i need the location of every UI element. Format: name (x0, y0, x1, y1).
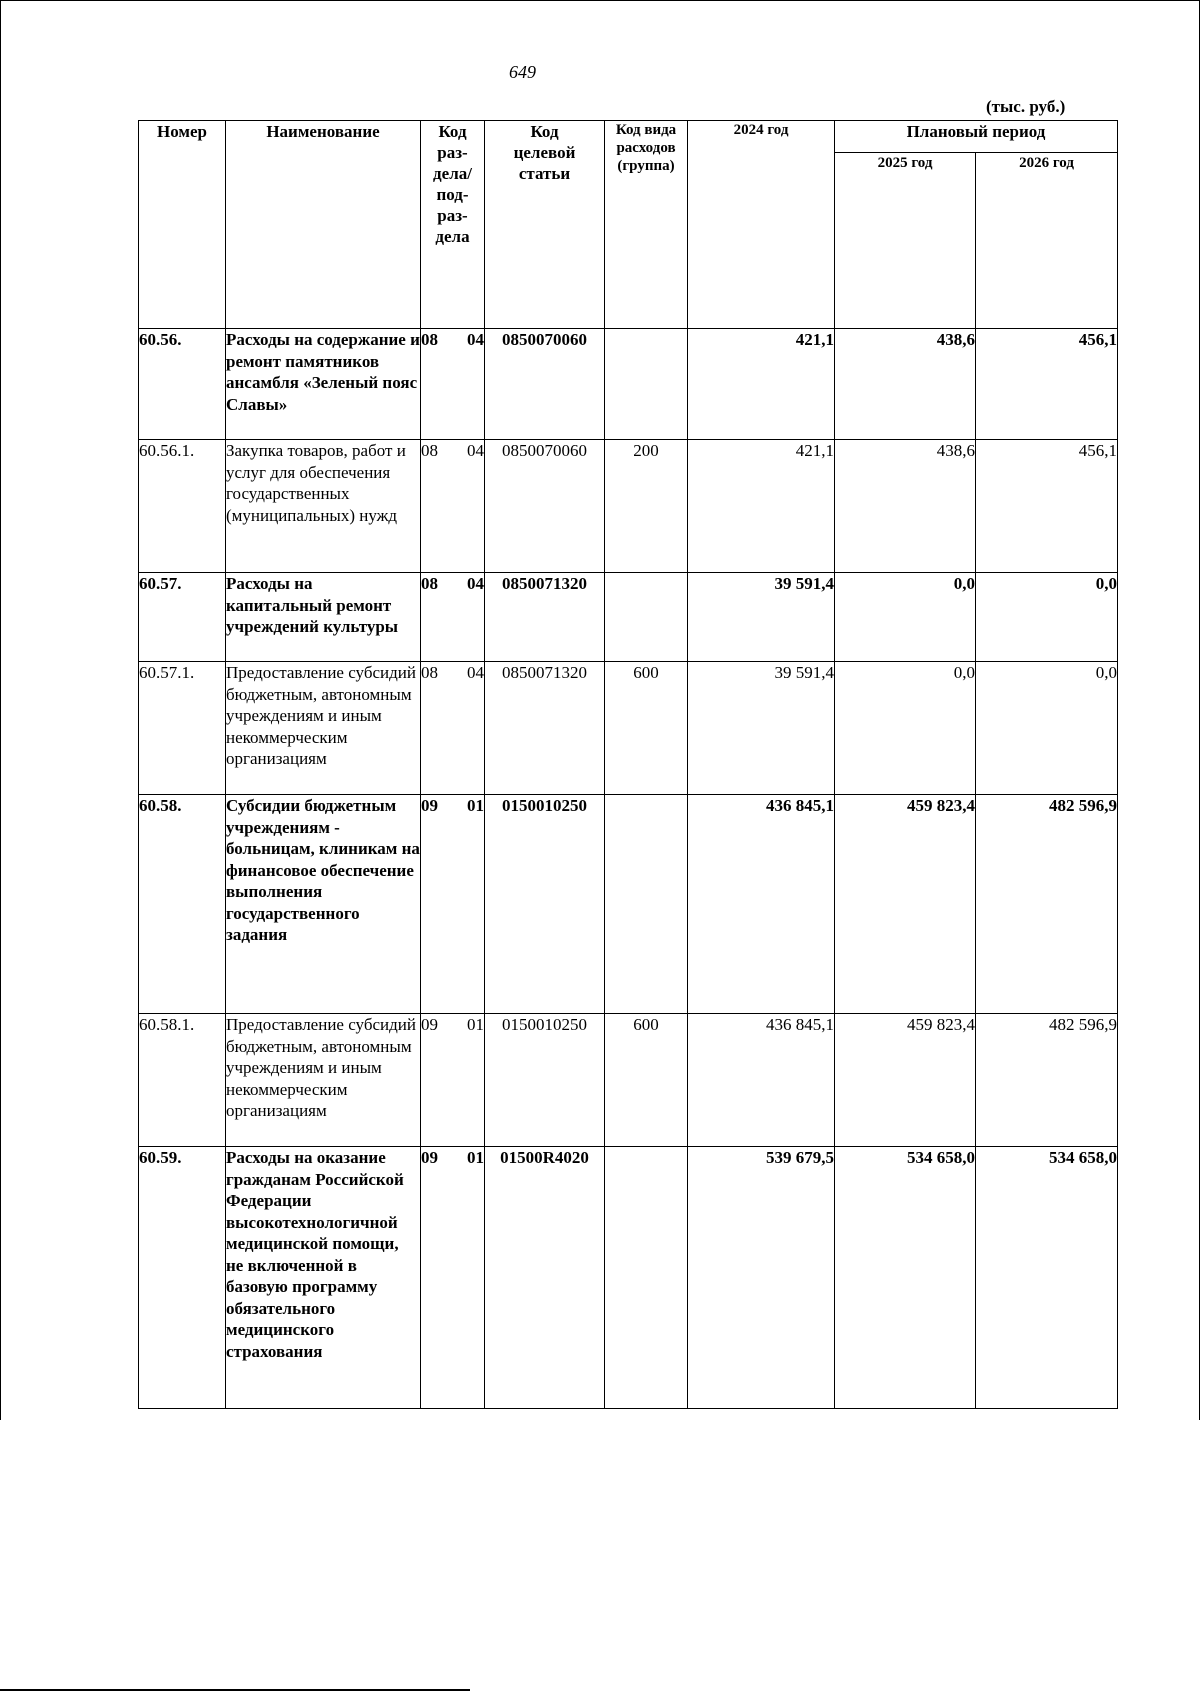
scan-frame-top (0, 0, 1200, 1)
header-razdel-line: раз- (437, 206, 468, 225)
cell-celevaya: 0150010250 (485, 1014, 605, 1147)
cell-celevaya: 0850070060 (485, 440, 605, 573)
cell-razdel (421, 573, 485, 662)
cell-2024: 39 591,4 (688, 662, 835, 795)
cell-nomer: 60.58. (139, 795, 226, 1014)
cell-nomer: 60.57. (139, 573, 226, 662)
table-row (139, 662, 1118, 795)
cell-2026: 456,1 (976, 440, 1118, 573)
unit-label: (тыс. руб.) (986, 97, 1066, 116)
cell-podrazdel-code: 04 (467, 330, 484, 349)
cell-razdel-code: 08 (421, 574, 438, 593)
header-planned-period: Плановый период (835, 121, 1118, 153)
scan-artifact-line (0, 1689, 470, 1691)
header-razdel-line: под- (436, 185, 469, 204)
cell-2024: 39 591,4 (688, 573, 835, 662)
header-nomer: Номер (139, 121, 226, 329)
cell-2025: 0,0 (835, 662, 976, 795)
page-number: 649 (509, 62, 536, 82)
table-row (139, 440, 1118, 573)
cell-nomer: 60.56.1. (139, 440, 226, 573)
cell-celevaya: 0150010250 (485, 795, 605, 1014)
header-razdel-line: Код (438, 122, 467, 141)
cell-razdel (421, 795, 485, 1014)
cell-2025: 438,6 (835, 329, 976, 440)
header-naimenovanie: Наименование (226, 121, 421, 329)
cell-razdel-code: 09 (421, 1148, 438, 1167)
header-razdel (421, 121, 485, 329)
table-row (139, 573, 1118, 662)
scan-frame-left (0, 0, 1, 1420)
header-razdel-line: дела (435, 227, 470, 246)
cell-2024: 539 679,5 (688, 1147, 835, 1409)
cell-nomer: 60.59. (139, 1147, 226, 1409)
cell-celevaya: 01500R4020 (485, 1147, 605, 1409)
header-vid-line: Код вида (615, 122, 677, 138)
cell-name: Расходы на оказание гражданам Российской Федерации высокотехнологичной медицинской помощи, не включенной в базовую программу обязательного медицинского страхования (226, 1147, 421, 1409)
cell-vid (605, 573, 688, 662)
cell-podrazdel-code: 04 (467, 663, 484, 682)
cell-vid (605, 1147, 688, 1409)
cell-name: Закупка товаров, работ и услуг для обеспечения государственных (муниципальных) нужд (226, 440, 421, 573)
cell-2026: 482 596,9 (976, 1014, 1118, 1147)
cell-nomer: 60.58.1. (139, 1014, 226, 1147)
cell-name: Расходы на капитальный ремонт учреждений культуры (226, 573, 421, 662)
cell-vid (605, 329, 688, 440)
cell-razdel-code: 08 (421, 330, 438, 349)
cell-razdel (421, 662, 485, 795)
table-row (139, 1147, 1118, 1409)
cell-2024: 421,1 (688, 329, 835, 440)
cell-razdel-code: 08 (421, 663, 438, 682)
cell-vid (605, 795, 688, 1014)
cell-2026: 0,0 (976, 662, 1118, 795)
header-razdel-line: раз- (437, 143, 468, 162)
cell-celevaya: 0850070060 (485, 329, 605, 440)
cell-vid: 200 (605, 440, 688, 573)
table-row (139, 329, 1118, 440)
cell-2026: 456,1 (976, 329, 1118, 440)
cell-razdel-code: 09 (421, 1015, 438, 1034)
header-year-2025: 2025 год (835, 153, 976, 329)
cell-celevaya: 0850071320 (485, 573, 605, 662)
header-row (139, 121, 1118, 153)
cell-2025: 534 658,0 (835, 1147, 976, 1409)
cell-podrazdel-code: 04 (467, 574, 484, 593)
cell-2024: 436 845,1 (688, 795, 835, 1014)
cell-celevaya: 0850071320 (485, 662, 605, 795)
cell-razdel-code: 08 (421, 441, 438, 460)
header-razdel-line: дела/ (433, 164, 472, 183)
header-vid-line: (группа) (617, 158, 675, 174)
cell-name: Предоставление субсидий бюджетным, автономным учреждениям и иным некоммерческим организациям (226, 1014, 421, 1147)
header-vid (605, 121, 688, 329)
header-celevaya-line: статьи (518, 164, 571, 183)
cell-nomer: 60.56. (139, 329, 226, 440)
cell-razdel (421, 440, 485, 573)
table-row (139, 795, 1118, 1014)
cell-razdel (421, 1014, 485, 1147)
cell-podrazdel-code: 01 (467, 796, 484, 815)
cell-2024: 436 845,1 (688, 1014, 835, 1147)
header-celevaya-line: целевой (513, 143, 576, 162)
cell-podrazdel-code: 04 (467, 441, 484, 460)
cell-name: Субсидии бюджетным учреждениям - больницам, клиникам на финансовое обеспечение выполнения государственного задания (226, 795, 421, 1014)
header-celevaya (485, 121, 605, 329)
cell-name: Предоставление субсидий бюджетным, автономным учреждениям и иным некоммерческим организациям (226, 662, 421, 795)
header-vid-line: расходов (616, 140, 676, 156)
cell-2025: 438,6 (835, 440, 976, 573)
header-celevaya-line: Код (530, 122, 559, 141)
cell-podrazdel-code: 01 (467, 1015, 484, 1034)
cell-nomer: 60.57.1. (139, 662, 226, 795)
cell-vid: 600 (605, 1014, 688, 1147)
cell-2025: 459 823,4 (835, 795, 976, 1014)
header-year-2024: 2024 год (688, 121, 835, 329)
header-year-2026: 2026 год (976, 153, 1118, 329)
cell-razdel (421, 1147, 485, 1409)
cell-2026: 482 596,9 (976, 795, 1118, 1014)
budget-table (138, 120, 1118, 1409)
cell-2026: 534 658,0 (976, 1147, 1118, 1409)
cell-razdel (421, 329, 485, 440)
cell-2025: 0,0 (835, 573, 976, 662)
cell-2026: 0,0 (976, 573, 1118, 662)
table-row (139, 1014, 1118, 1147)
cell-name: Расходы на содержание и ремонт памятников ансамбля «Зеленый пояс Славы» (226, 329, 421, 440)
cell-razdel-code: 09 (421, 796, 438, 815)
cell-podrazdel-code: 01 (467, 1148, 484, 1167)
cell-2024: 421,1 (688, 440, 835, 573)
cell-vid: 600 (605, 662, 688, 795)
cell-2025: 459 823,4 (835, 1014, 976, 1147)
